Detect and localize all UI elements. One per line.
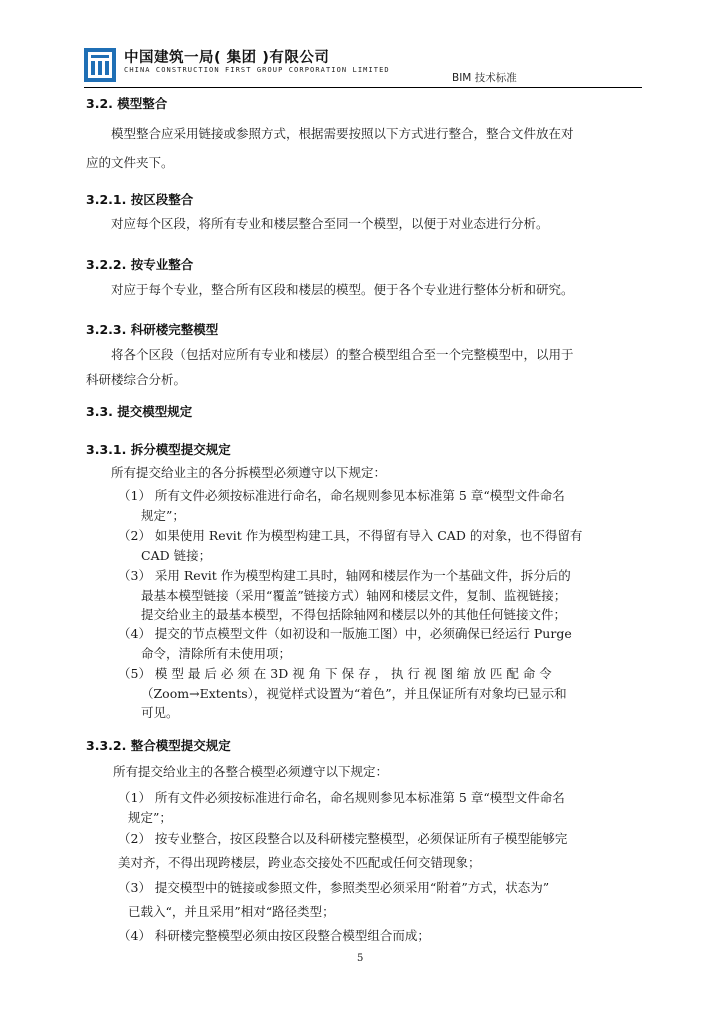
paragraph-line: 对应于每个专业，整合所有区段和楼层的模型。便于各个专业进行整体分析和研究。 <box>111 282 574 297</box>
heading-3-3-1: 3.3.1. 拆分模型提交规定 <box>86 442 231 457</box>
list-item-continuation: 美对齐，不得出现跨楼层，跨业态交接处不匹配或任何交错现象； <box>118 855 481 870</box>
document-tag: BIM 技术标准 <box>452 72 517 84</box>
list-item-continuation: 规定”； <box>141 508 185 523</box>
company-logo-icon <box>84 48 116 82</box>
paragraph-line: 科研楼综合分析。 <box>86 372 187 387</box>
list-item: （4） 提交的节点模型文件（如初设和一版施工图）中，必须确保已经运行 Purge <box>118 626 572 641</box>
heading-3-3-2: 3.3.2. 整合模型提交规定 <box>86 738 231 753</box>
heading-3-2: 3.2. 模型整合 <box>86 96 168 111</box>
list-item-continuation: 提交给业主的最基本模型，不得包括除轴网和楼层以外的其他任何链接文件； <box>141 607 567 622</box>
list-item: （3） 采用 Revit 作为模型构建工具时，轴网和楼层作为一个基础文件，拆分后的 <box>118 568 571 583</box>
list-item-continuation: 规定”； <box>128 810 172 825</box>
list-item: （1） 所有文件必须按标准进行命名，命名规则参见本标准第 5 章“模型文件命名 <box>118 488 565 503</box>
list-item: （3） 提交模型中的链接或参照文件，参照类型必须采用“附着”方式，状态为” <box>118 880 550 895</box>
paragraph-line: 对应每个区段，将所有专业和楼层整合至同一个模型，以便于对业态进行分析。 <box>111 216 549 231</box>
list-item: （1） 所有文件必须按标准进行命名，命名规则参见本标准第 5 章“模型文件命名 <box>118 790 565 805</box>
paragraph-line: 应的文件夹下。 <box>86 155 174 170</box>
company-name-en: CHINA CONSTRUCTION FIRST GROUP CORPORATION LIMITED <box>124 66 390 74</box>
paragraph-line: 模型整合应采用链接或参照方式，根据需要按照以下方式进行整合，整合文件放在对 <box>111 126 574 141</box>
list-item: （2） 如果使用 Revit 作为模型构建工具，不得留有导入 CAD 的对象，也不得留有 <box>118 528 583 543</box>
header-divider <box>84 87 642 88</box>
list-item-continuation: 可见。 <box>141 705 179 720</box>
heading-3-2-2: 3.2.2. 按专业整合 <box>86 257 194 272</box>
list-item-continuation: 最基本模型链接（采用“覆盖”链接方式）轴网和楼层文件，复制、监视链接； <box>141 588 567 603</box>
page-header <box>84 44 642 88</box>
list-item-continuation: CAD 链接； <box>141 548 212 563</box>
heading-3-3: 3.3. 提交模型规定 <box>86 404 193 419</box>
list-item-continuation: 命令，清除所有未使用项； <box>141 646 292 661</box>
heading-3-2-3: 3.2.3. 科研楼完整模型 <box>86 322 219 337</box>
page-number: 5 <box>357 953 364 964</box>
list-item: （4） 科研楼完整模型必须由按区段整合模型组合而成； <box>118 928 430 943</box>
paragraph-line: 将各个区段（包括对应所有专业和楼层）的整合模型组合至一个完整模型中，以用于 <box>111 347 574 362</box>
heading-3-2-1: 3.2.1. 按区段整合 <box>86 192 194 207</box>
list-item-continuation: 已载入“，并且采用”相对“路径类型； <box>128 904 335 919</box>
paragraph-line: 所有提交给业主的各分拆模型必须遵守以下规定： <box>111 465 387 480</box>
company-name-cn: 中国建筑一局( 集团 )有限公司 <box>124 50 330 66</box>
list-item-continuation: （Zoom→Extents），视觉样式设置为“着色”，并且保证所有对象均已显示和 <box>141 686 567 701</box>
list-item: （2） 按专业整合，按区段整合以及科研楼完整模型，必须保证所有子模型能够完 <box>118 831 568 846</box>
list-item: （5） 模 型 最 后 必 须 在 3D 视 角 下 保 存 ， 执 行 视 图 缩 放 匹 配 命 令 <box>118 666 552 681</box>
paragraph-line: 所有提交给业主的各整合模型必须遵守以下规定： <box>113 764 389 779</box>
